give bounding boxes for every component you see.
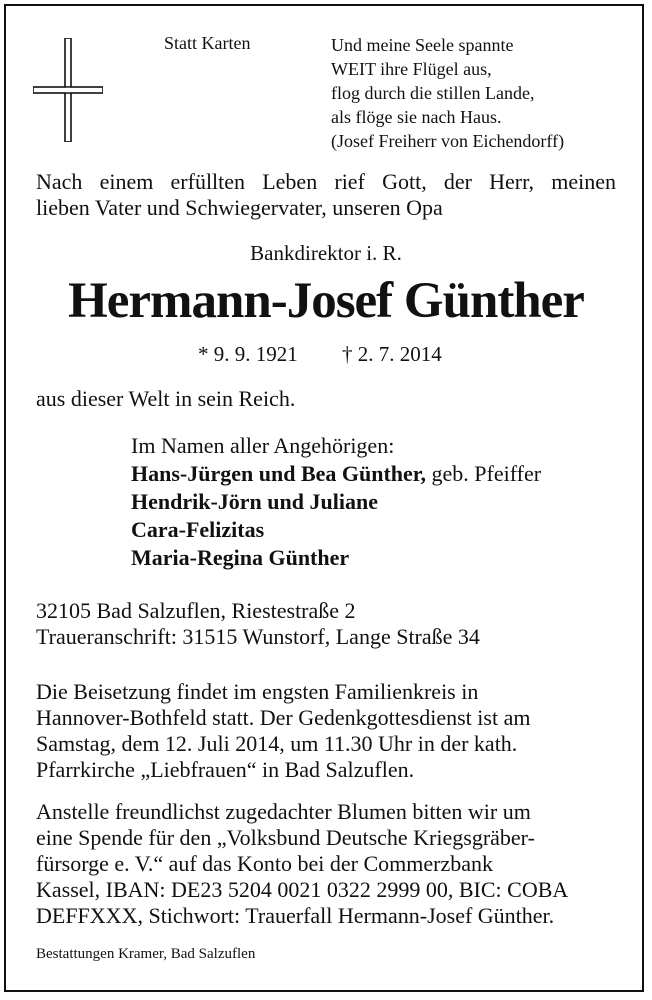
poem-line: flog durch die stillen Lande, <box>331 83 535 103</box>
address <box>36 598 480 650</box>
mourner: Hendrik-Jörn und Juliane <box>131 489 378 514</box>
mourner <box>131 460 541 488</box>
burial-line: Samstag, dem 12. Juli 2014, um 11.30 Uhr in der kath. <box>36 731 518 756</box>
burial-line: Hannover-Bothfeld statt. Der Gedenkgottesdienst ist am <box>36 705 531 730</box>
poem-line: Und meine Seele spannte <box>331 35 514 55</box>
deceased-name: Hermann-Josef Günther <box>68 273 584 329</box>
poem-line: WEIT ihre Flügel aus, <box>331 59 492 79</box>
statt-karten: Statt Karten <box>164 33 251 53</box>
donation-line: Anstelle freundlichst zugedachter Blumen bitten wir um <box>36 799 531 824</box>
death-date: † 2. 7. 2014 <box>342 342 442 366</box>
mourners <box>131 432 541 572</box>
address-line: 32105 Bad Salzuflen, Riestestraße 2 <box>36 598 356 623</box>
donation-info <box>36 799 568 929</box>
poem <box>331 33 564 153</box>
donation-line: Kassel, IBAN: DE23 5204 0021 0322 2999 00, BIC: COBA <box>36 877 569 902</box>
burial-line: Pfarrkirche „Liebfrauen“ in Bad Salzuflen. <box>36 757 415 782</box>
intro-line: lieben Vater und Schwiegervater, unseren Opa <box>36 195 443 220</box>
mourners-intro: Im Namen aller Angehörigen: <box>131 433 395 458</box>
intro-line: Nach einem erfüllten Leben rief Gott, der Herr, meinen <box>36 169 616 194</box>
burial-info <box>36 679 530 783</box>
donation-line: DEFFXXX, Stichwort: Trauerfall Hermann-Josef Günther. <box>36 903 555 928</box>
funeral-home: Bestattungen Kramer, Bad Salzuflen <box>36 946 256 962</box>
mourner: Maria-Regina Günther <box>131 545 350 570</box>
burial-line: Die Beisetzung findet im engsten Familienkreis in <box>36 679 479 704</box>
deceased-title: Bankdirektor i. R. <box>250 241 402 265</box>
cross-icon <box>33 38 103 142</box>
mourner-maiden-name: geb. Pfeiffer <box>426 461 542 486</box>
address-line: Traueranschrift: 31515 Wunstorf, Lange Straße 34 <box>36 624 480 649</box>
birth-date: * 9. 9. 1921 <box>198 342 298 366</box>
closing-line: aus dieser Welt in sein Reich. <box>36 386 296 411</box>
intro-text <box>36 169 616 221</box>
mourner: Cara-Felizitas <box>131 517 265 542</box>
mourner-name: Hans-Jürgen und Bea Günther, <box>131 461 427 486</box>
donation-line: fürsorge e. V.“ auf das Konto bei der Commerzbank <box>36 851 493 876</box>
poem-author: (Josef Freiherr von Eichendorff) <box>331 131 565 151</box>
poem-line: als flöge sie nach Haus. <box>331 107 502 127</box>
donation-line: eine Spende für den „Volksbund Deutsche Kriegsgräber- <box>36 825 535 850</box>
